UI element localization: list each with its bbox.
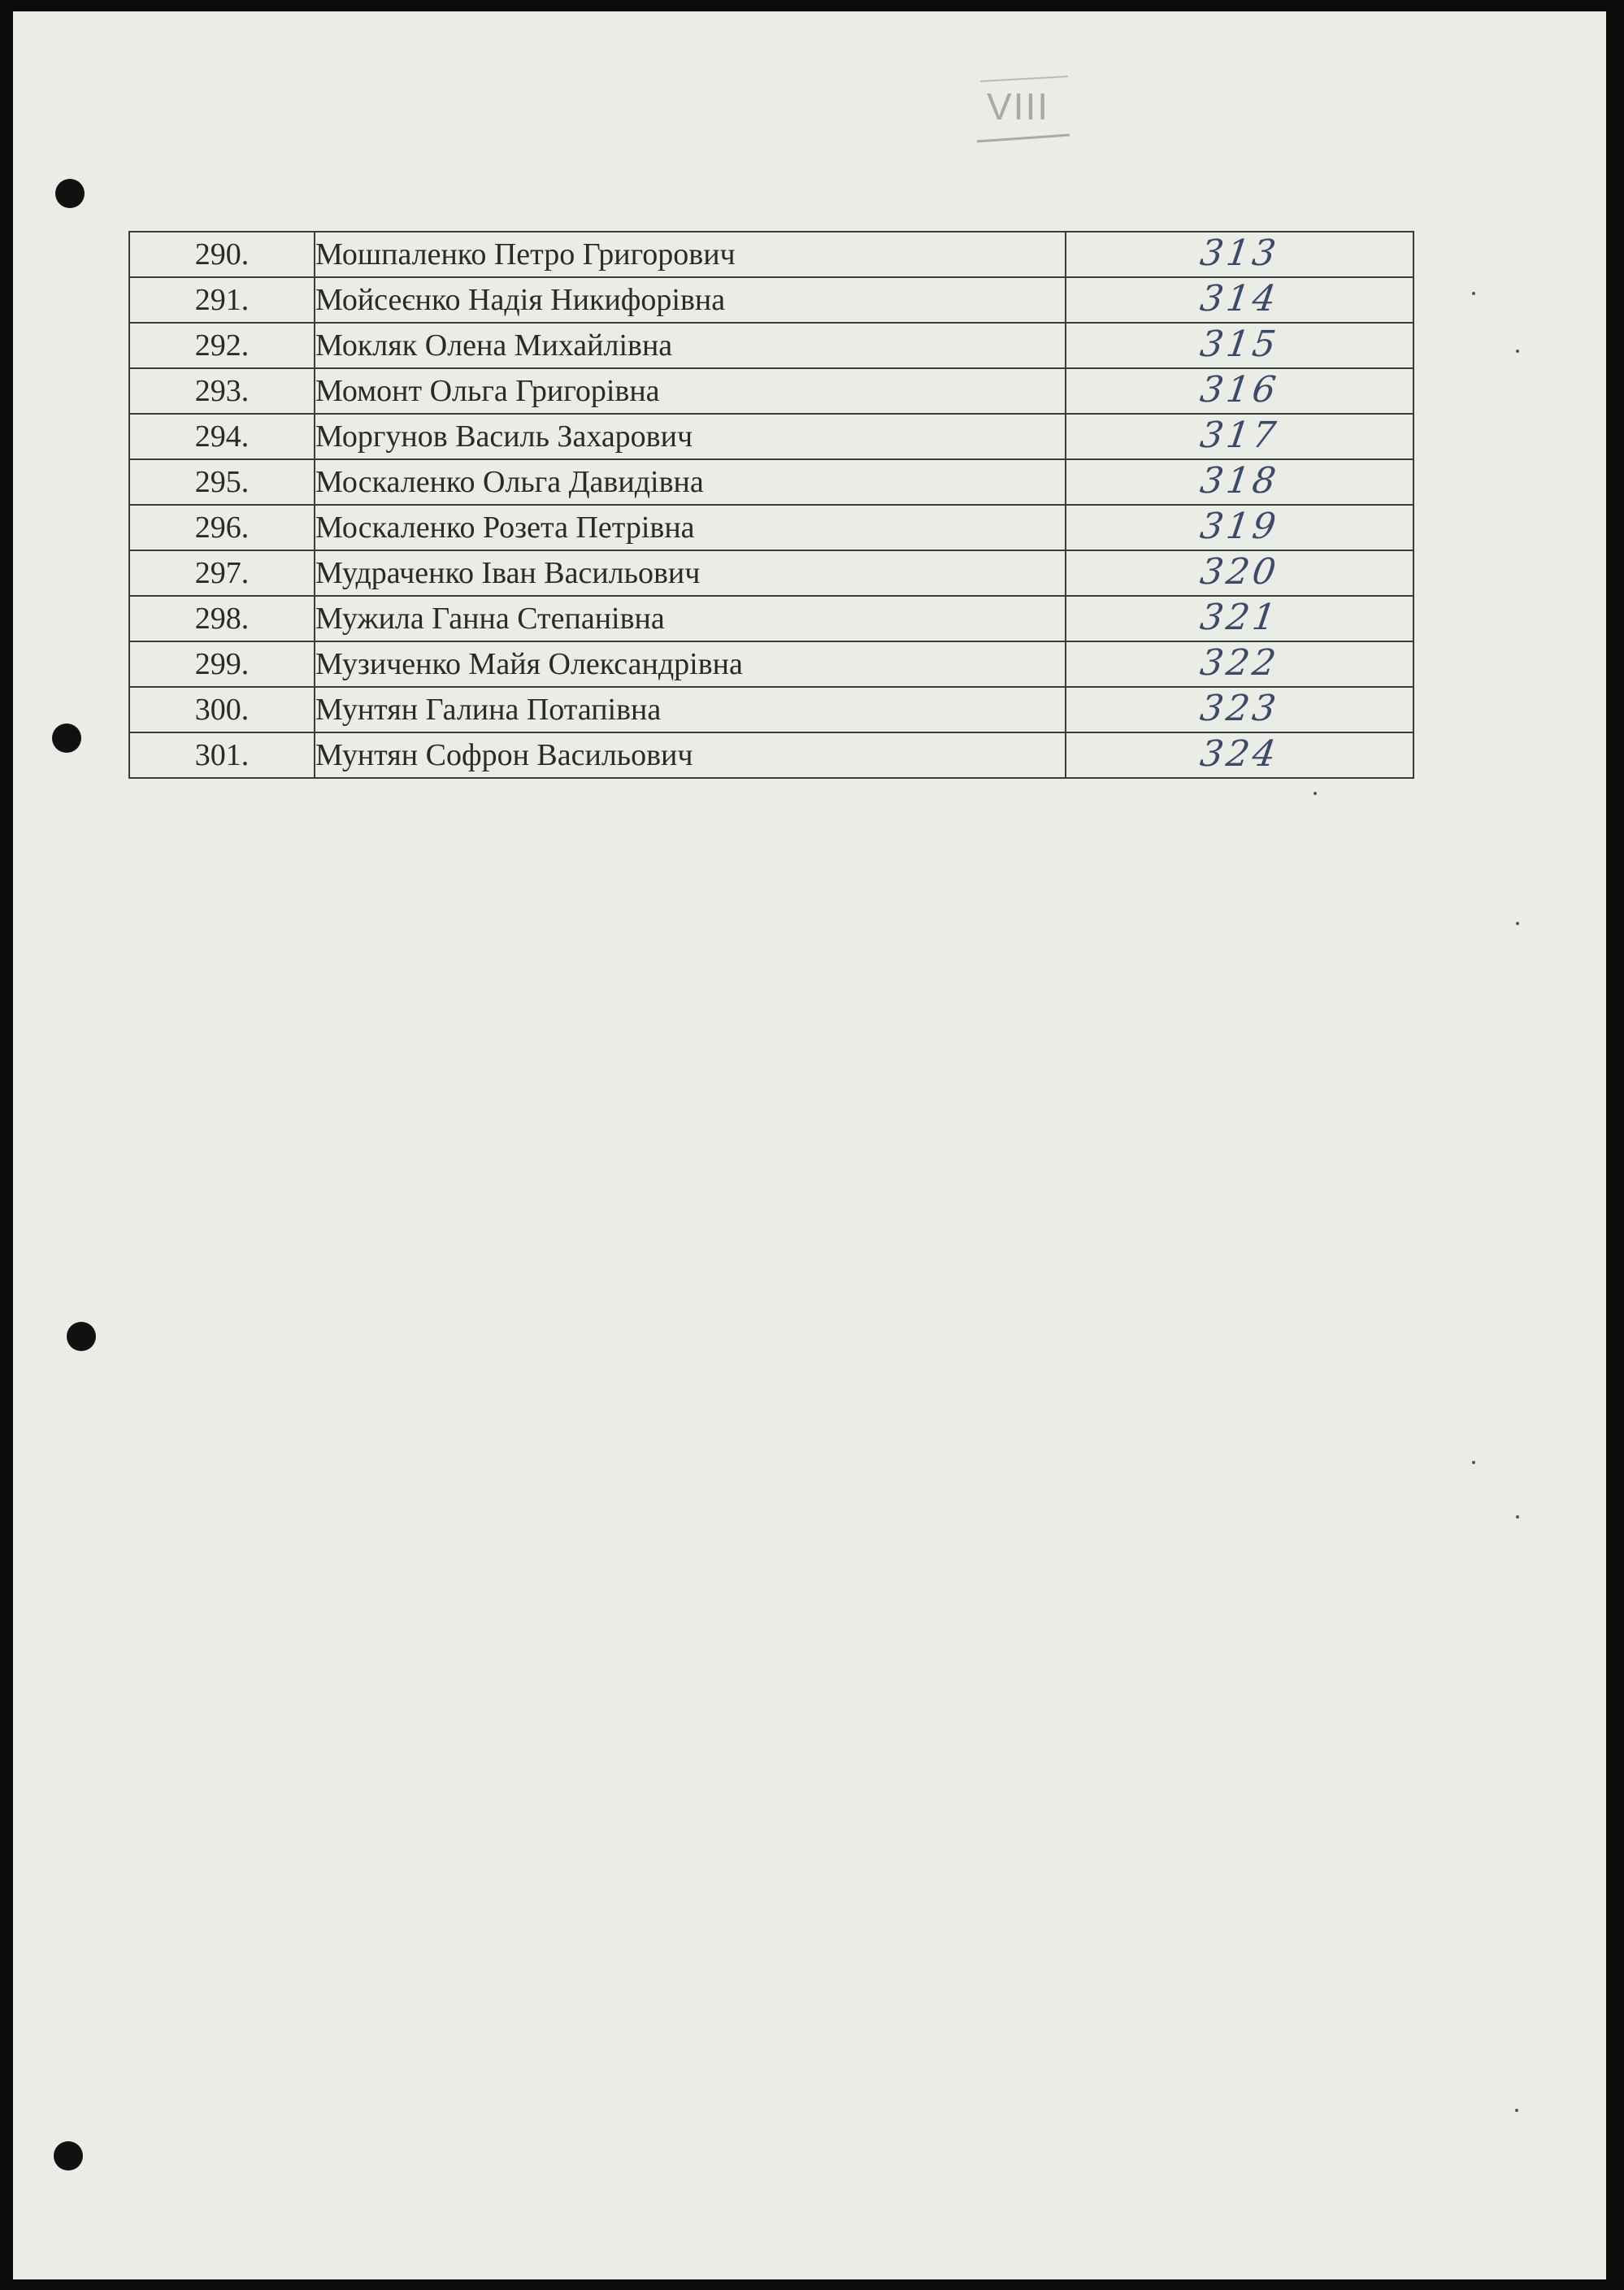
table-row bbox=[129, 414, 1413, 459]
sheet-number-cell bbox=[1066, 459, 1413, 505]
person-name: Мунтян Галина Потапівна bbox=[315, 687, 1066, 732]
table-row bbox=[129, 505, 1413, 550]
person-name: Москаленко Розета Петрівна bbox=[315, 505, 1066, 550]
sheet-number-cell bbox=[1066, 732, 1413, 778]
paper-speck bbox=[1516, 1515, 1519, 1519]
table-row bbox=[129, 323, 1413, 368]
sheet-number: 315 bbox=[1197, 324, 1282, 365]
sheet-number: 321 bbox=[1197, 597, 1282, 638]
sheet-number: 318 bbox=[1197, 460, 1282, 502]
row-number: 296. bbox=[129, 505, 315, 550]
sheet-number-cell bbox=[1066, 368, 1413, 414]
row-number: 290. bbox=[129, 232, 315, 277]
person-name: Мокляк Олена Михайлівна bbox=[315, 323, 1066, 368]
sheet-number-cell bbox=[1066, 232, 1413, 277]
person-name: Мошпаленко Петро Григорович bbox=[315, 232, 1066, 277]
table-row bbox=[129, 277, 1413, 323]
table-row bbox=[129, 687, 1413, 732]
row-number: 292. bbox=[129, 323, 315, 368]
document-page bbox=[13, 11, 1606, 2279]
person-name: Мужила Ганна Степанівна bbox=[315, 596, 1066, 641]
sheet-number: 322 bbox=[1197, 642, 1282, 684]
paper-speck bbox=[1472, 292, 1475, 295]
row-number: 299. bbox=[129, 641, 315, 687]
row-number: 291. bbox=[129, 277, 315, 323]
person-name: Мойсеєнко Надія Никифорівна bbox=[315, 277, 1066, 323]
sheet-number-cell bbox=[1066, 414, 1413, 459]
punch-hole-2 bbox=[52, 724, 81, 753]
person-name: Мудраченко Іван Васильович bbox=[315, 550, 1066, 596]
table-row bbox=[129, 641, 1413, 687]
person-name: Москаленко Ольга Давидівна bbox=[315, 459, 1066, 505]
row-number: 295. bbox=[129, 459, 315, 505]
sheet-number-cell bbox=[1066, 505, 1413, 550]
row-number: 298. bbox=[129, 596, 315, 641]
row-number: 297. bbox=[129, 550, 315, 596]
row-number: 301. bbox=[129, 732, 315, 778]
registry-table-body bbox=[129, 232, 1413, 778]
table-row bbox=[129, 732, 1413, 778]
archive-mark-text: VIII bbox=[987, 85, 1050, 128]
sheet-number: 323 bbox=[1197, 688, 1282, 729]
paper-speck bbox=[1516, 350, 1519, 353]
sheet-number: 313 bbox=[1197, 232, 1282, 274]
punch-hole-1 bbox=[55, 179, 85, 208]
sheet-number: 320 bbox=[1197, 551, 1282, 593]
person-name: Моргунов Василь Захарович bbox=[315, 414, 1066, 459]
person-name: Момонт Ольга Григорівна bbox=[315, 368, 1066, 414]
sheet-number-cell bbox=[1066, 596, 1413, 641]
paper-speck bbox=[1515, 2109, 1518, 2112]
row-number: 293. bbox=[129, 368, 315, 414]
row-number: 300. bbox=[129, 687, 315, 732]
row-number: 294. bbox=[129, 414, 315, 459]
sheet-number: 317 bbox=[1197, 415, 1282, 456]
sheet-number: 324 bbox=[1197, 733, 1282, 775]
table-row bbox=[129, 232, 1413, 277]
sheet-number-cell bbox=[1066, 277, 1413, 323]
table-row bbox=[129, 550, 1413, 596]
sheet-number: 314 bbox=[1197, 278, 1282, 319]
table-row bbox=[129, 596, 1413, 641]
sheet-number: 319 bbox=[1197, 506, 1282, 547]
registry-table bbox=[128, 231, 1414, 779]
paper-speck bbox=[1314, 792, 1317, 795]
person-name: Музиченко Майя Олександрівна bbox=[315, 641, 1066, 687]
sheet-number-cell bbox=[1066, 641, 1413, 687]
archive-stamp bbox=[972, 70, 1078, 151]
paper-speck bbox=[1516, 922, 1519, 925]
punch-hole-3 bbox=[67, 1322, 96, 1351]
sheet-number: 316 bbox=[1197, 369, 1282, 411]
sheet-number-cell bbox=[1066, 550, 1413, 596]
person-name: Мунтян Софрон Васильович bbox=[315, 732, 1066, 778]
sheet-number-cell bbox=[1066, 687, 1413, 732]
table-row bbox=[129, 459, 1413, 505]
paper-speck bbox=[1472, 1461, 1475, 1464]
sheet-number-cell bbox=[1066, 323, 1413, 368]
table-row bbox=[129, 368, 1413, 414]
punch-hole-4 bbox=[54, 2141, 83, 2171]
